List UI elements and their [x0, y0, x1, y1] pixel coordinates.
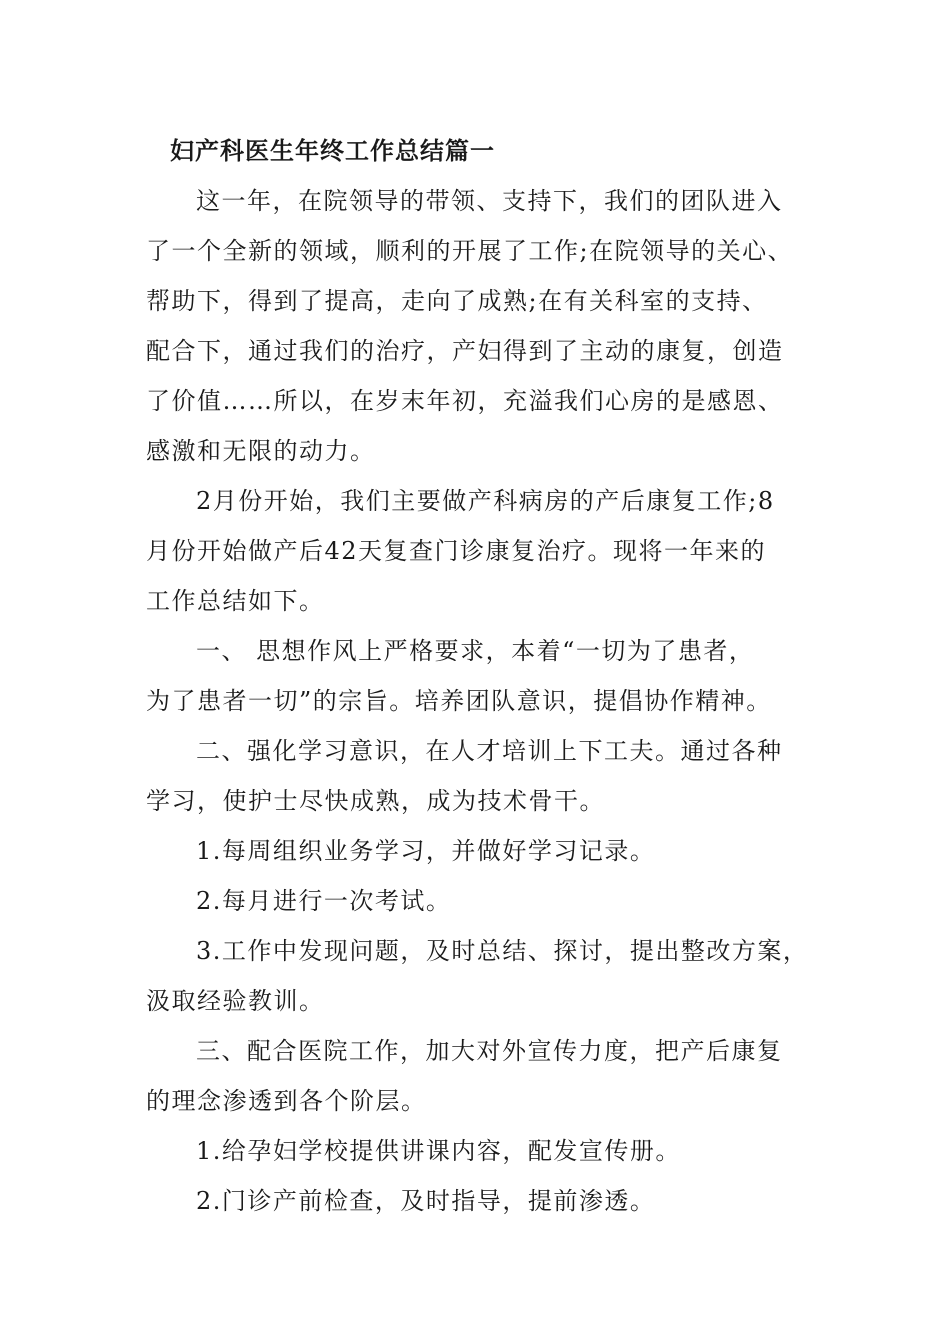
list-item: 2.每月进行一次考试。 — [196, 887, 452, 915]
list-item: 3.工作中发现问题，及时总结、探讨，提出整改方案， — [196, 937, 809, 965]
paragraph-line: 这一年，在院领导的带领、支持下，我们的团队进入 — [196, 187, 783, 215]
paragraph-line: 学习，使护士尽快成熟，成为技术骨干。 — [146, 787, 605, 815]
list-item: 2.门诊产前检查，及时指导，提前渗透。 — [196, 1187, 656, 1215]
list-item: 1.给孕妇学校提供讲课内容，配发宣传册。 — [196, 1137, 681, 1165]
paragraph-line: 月份开始做产后42天复查门诊康复治疗。现将一年来的 — [146, 537, 767, 565]
paragraph-line: 为了患者一切”的宗旨。培养团队意识，提倡协作精神。 — [146, 687, 772, 715]
paragraph-line: 了一个全新的领域，顺利的开展了工作;在院领导的关心、 — [146, 237, 794, 265]
document-title: 妇产科医生年终工作总结篇一 — [170, 136, 495, 165]
paragraph-line: 帮助下，得到了提高，走向了成熟;在有关科室的支持、 — [146, 287, 768, 315]
paragraph-line: 的理念渗透到各个阶层。 — [146, 1087, 427, 1115]
paragraph-line: 了价值……所以，在岁末年初，充溢我们心房的是感恩、 — [146, 387, 784, 415]
paragraph-line: 2月份开始，我们主要做产科病房的产后康复工作;8 — [196, 487, 775, 515]
paragraph-line: 汲取经验教训。 — [146, 987, 325, 1015]
paragraph-line: 工作总结如下。 — [146, 587, 325, 615]
paragraph-line: 三、配合医院工作，加大对外宣传力度，把产后康复 — [196, 1037, 783, 1065]
paragraph-line: 二、强化学习意识，在人才培训上下工夫。通过各种 — [196, 737, 783, 765]
list-item: 1.每周组织业务学习，并做好学习记录。 — [196, 837, 656, 865]
paragraph-line: 一、 思想作风上严格要求，本着“一切为了患者， — [196, 637, 755, 665]
paragraph-line: 感激和无限的动力。 — [146, 437, 376, 465]
paragraph-line: 配合下，通过我们的治疗，产妇得到了主动的康复，创造 — [146, 337, 784, 365]
